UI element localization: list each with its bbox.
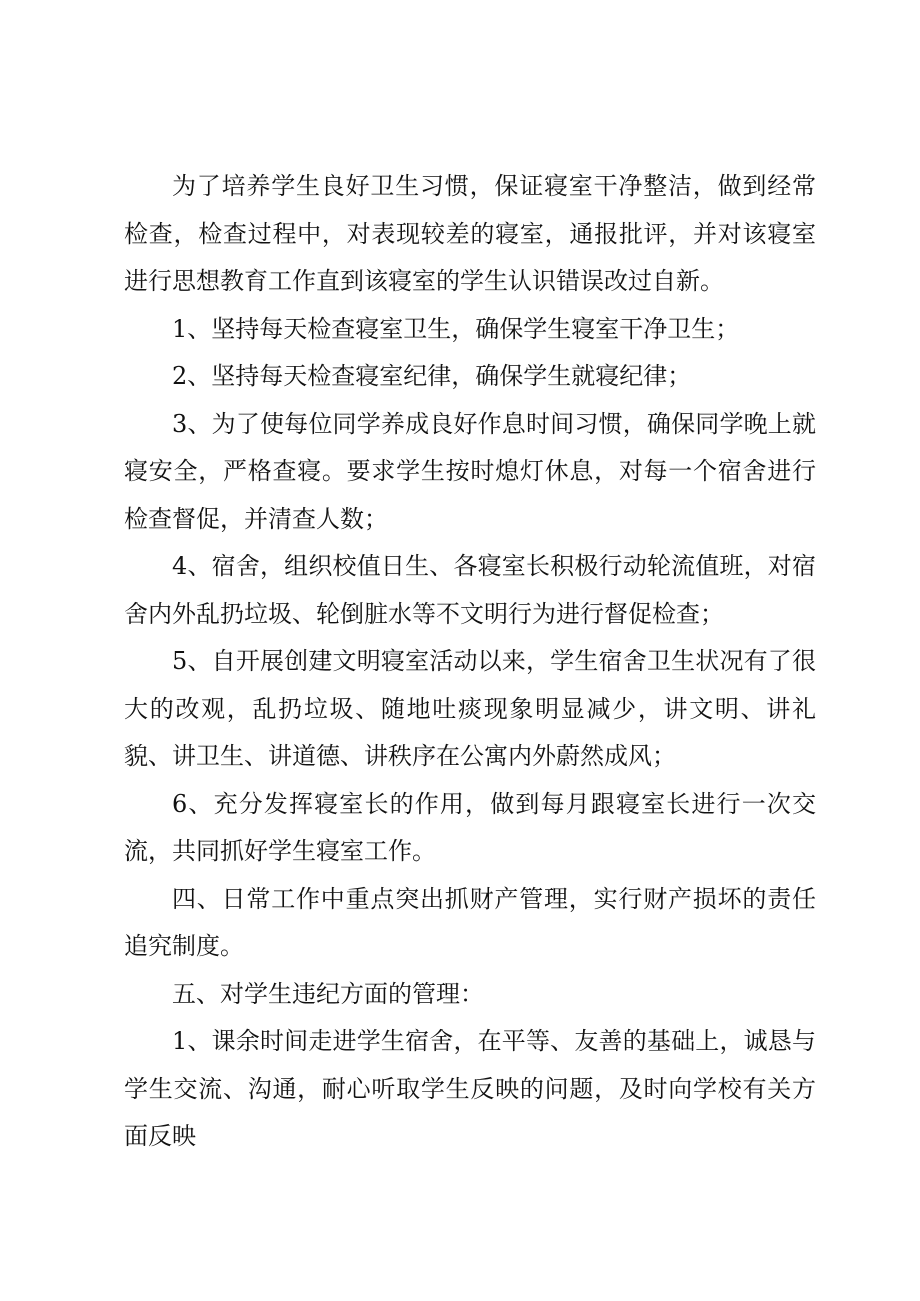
paragraph-item-4-duty: 4、宿舍，组织校值日生、各寝室长积极行动轮流值班，对宿舍内外乱扔垃圾、轮倒脏水等不文明行为进行督促检查； [124,552,816,628]
paragraph-item-5-civilized: 5、自开展创建文明寝室活动以来，学生宿舍卫生状况有了很大的改观，乱扔垃圾、随地吐痰现象明显减少，讲文明、讲礼貌、讲卫生、讲道德、讲秩序在公寓内外蔚然成风； [124,647,816,770]
document-body [124,163,816,1161]
paragraph-item-3-bedtime: 3、为了使每位同学养成良好作息时间习惯，确保同学晚上就寝安全，严格查寝。要求学生按时熄灯休息，对每一个宿舍进行检查督促，并清查人数； [124,409,816,533]
paragraph-section-5-heading: 五、对学生违纪方面的管理： [172,979,484,1008]
paragraph-section-4-property: 四、日常工作中重点突出抓财产管理，实行财产损坏的责任追究制度。 [124,884,816,960]
paragraph-item-6-dorm-leader: 6、充分发挥寝室长的作用，做到每月跟寝室长进行一次交流，共同抓好学生寝室工作。 [124,789,816,865]
paragraph-item-2-discipline: 2、坚持每天检查寝室纪律，确保学生就寝纪律； [172,362,692,390]
paragraph-item-1-hygiene: 1、坚持每天检查寝室卫生，确保学生寝室干净卫生； [172,314,740,343]
paragraph-hygiene-intro: 为了培养学生良好卫生习惯，保证寝室干净整洁，做到经常检查，检查过程中，对表现较差的寝室，通报批评，并对该寝室进行思想教育工作直到该寝室的学生认识错误改过自新。 [124,172,816,295]
paragraph-section-5-item-1: 1、课余时间走进学生宿舍，在平等、友善的基础上，诚恳与学生交流、沟通，耐心听取学生反映的问题，及时向学校有关方面反映 [124,1027,816,1150]
